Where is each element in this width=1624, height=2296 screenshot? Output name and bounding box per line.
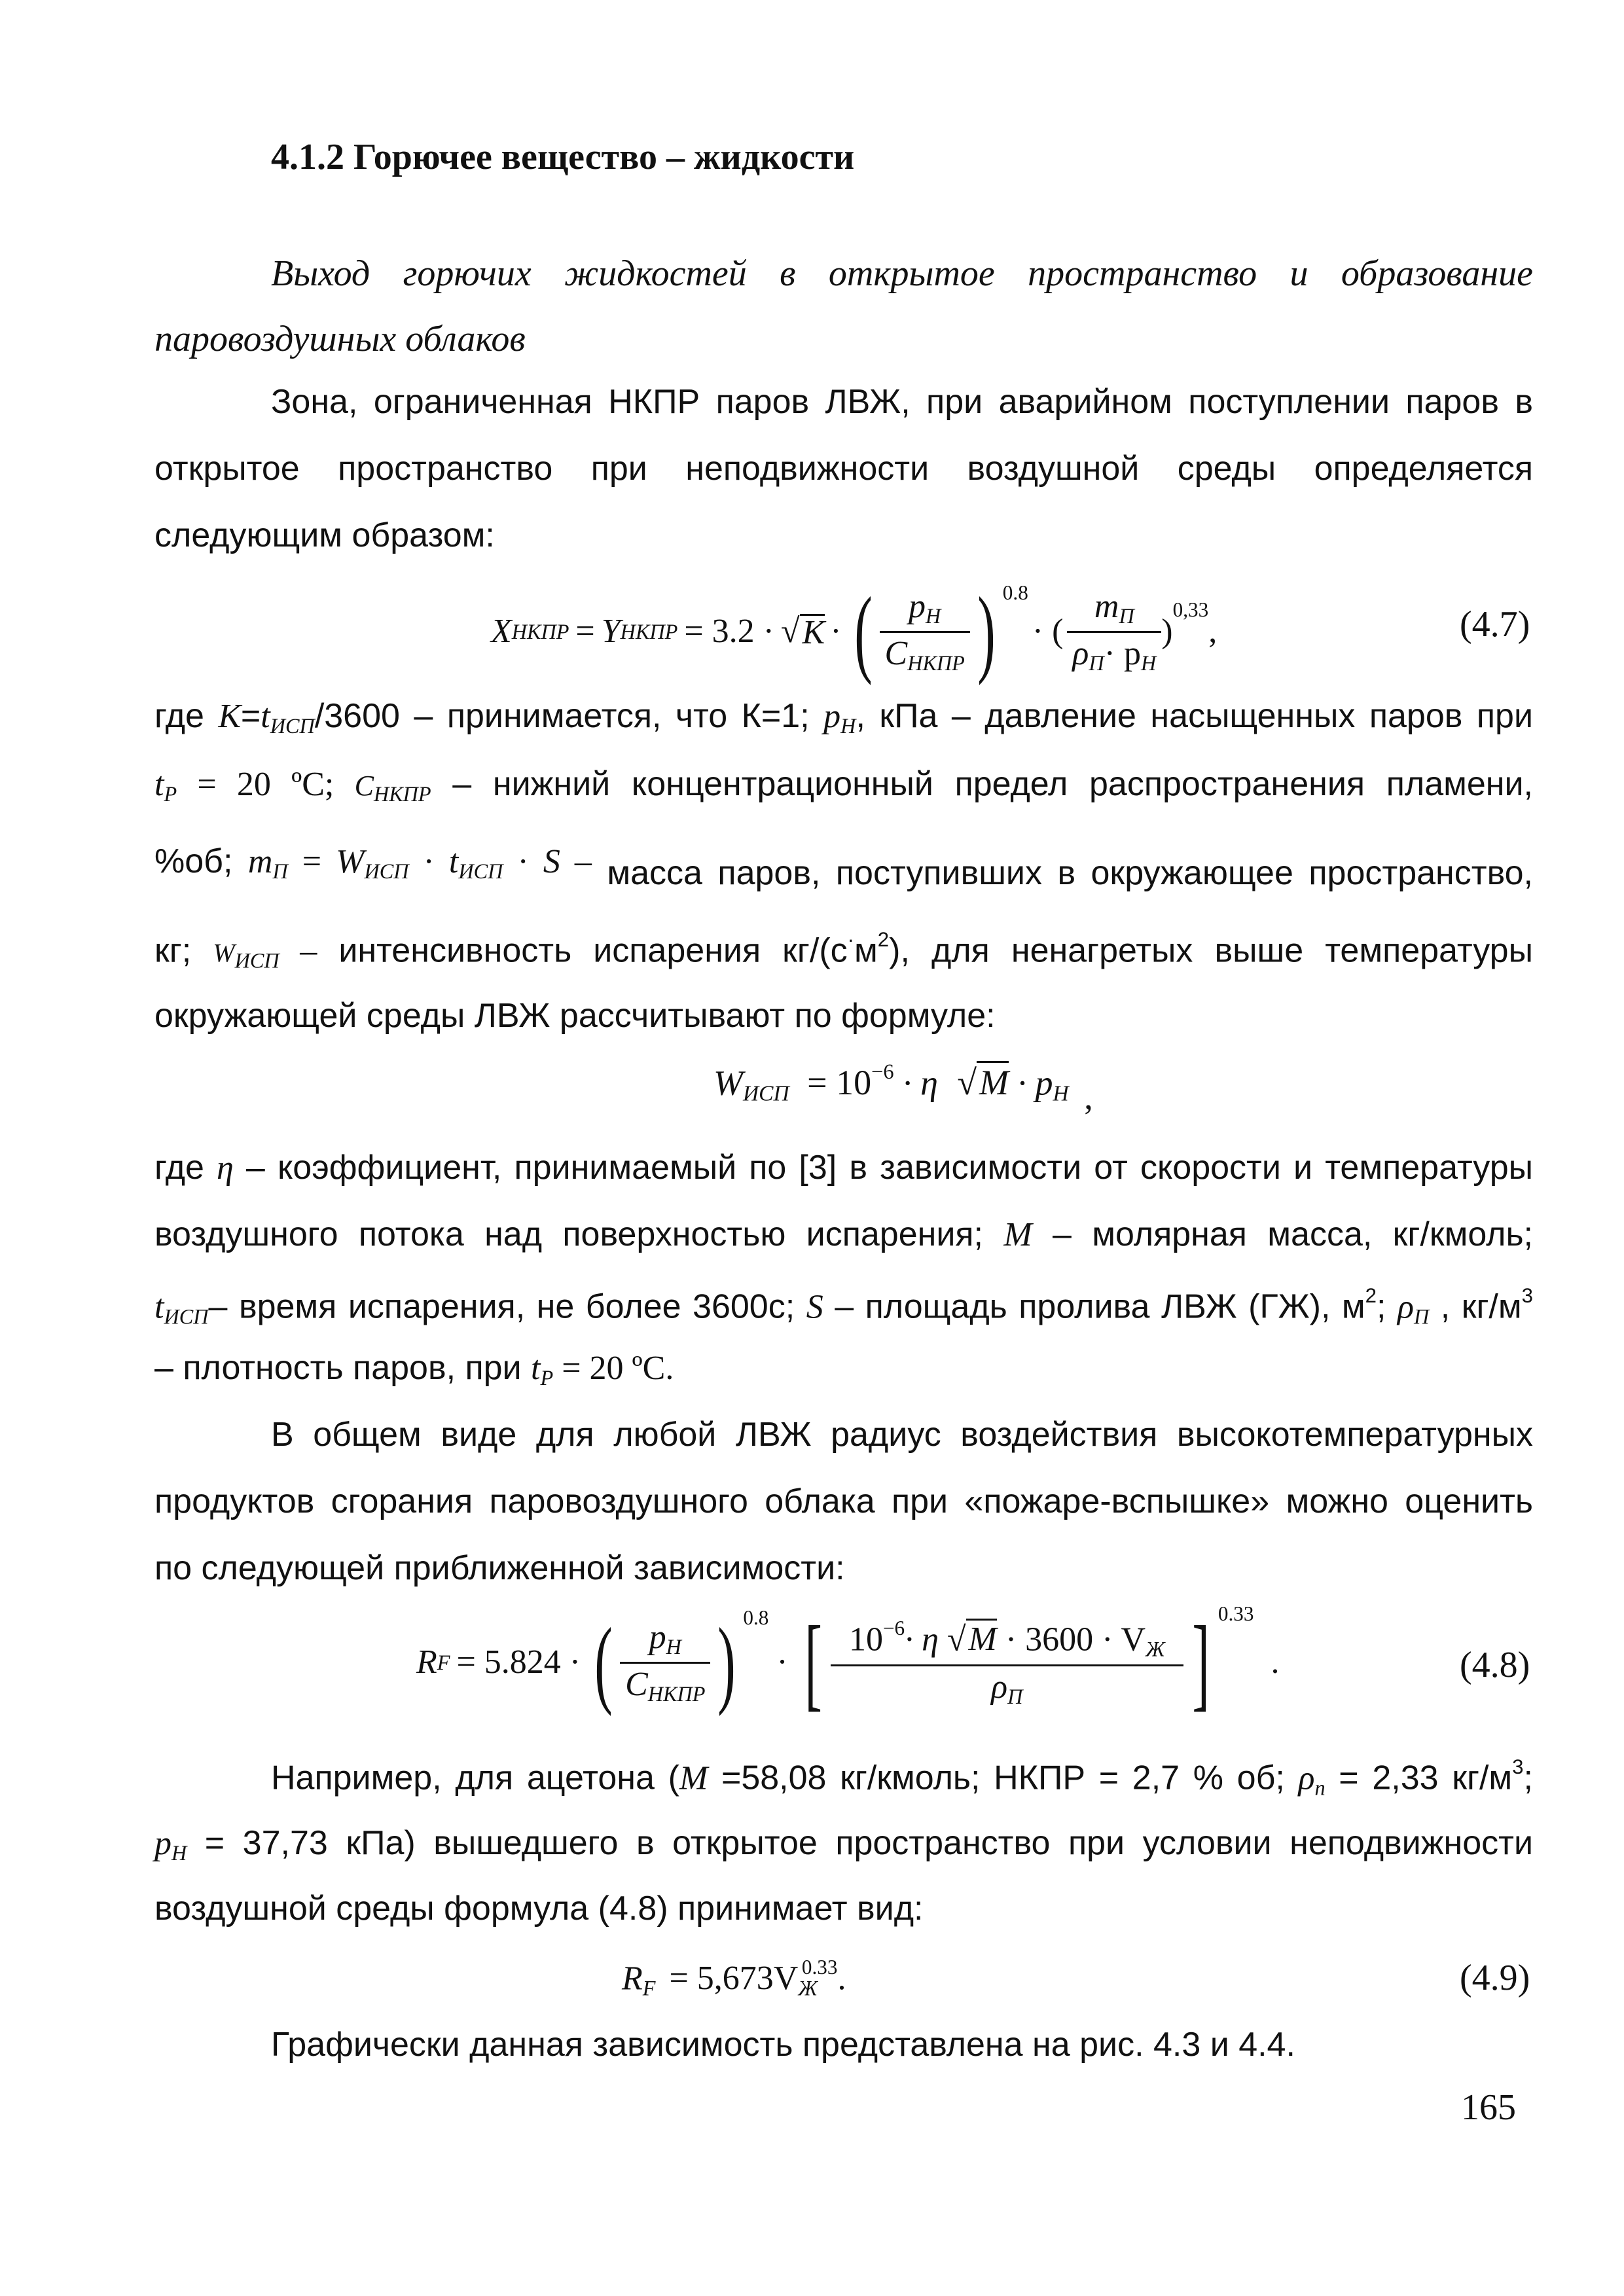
subheading-line-1: Выход горючих жидкостей в открытое пространство и образование — [271, 253, 1533, 294]
paragraph-4-line-1: В общем виде для любой ЛВЖ радиус воздействия высокотемпературных — [271, 1416, 1533, 1454]
paragraph-2-line-3: %об; $m_П = W_{ИСП} \cdot t_{ИСП} \cdot S$ – масса паров, поступивших в окружающее пространство, — [154, 842, 1533, 892]
paragraph-2-line-4: кг; $W_{ИСП}$ – интенсивность испарения $кг/(с^\cdot м^2)$, для ненагретых выше температуры — [154, 928, 1533, 973]
paragraph-4-line-2: продуктов сгорания паровоздушного облака при «пожаре-вспышке» можно оценить — [154, 1482, 1533, 1520]
paragraph-3-line-4: – плотность паров, при $t_P = 20$ ºС. — [154, 1349, 674, 1390]
paragraph-2-line-1: где $К=t_{ИСП}/3600$ – принимается, что К=1; $p_Н$, кПа – давление насыщенных паров при — [154, 697, 1534, 738]
paragraph-5-line-2: $p_Н = 37,73$ кПа) вышедшего в открытое пространство при условии неподвижности — [154, 1824, 1533, 1865]
paragraph-2-line-5: окружающей среды ЛВЖ рассчитывают по формуле: — [154, 997, 996, 1035]
equation-4-7: X НКПР = Y НКПР = 3.2 · √ K · ( $\frac{p_Н}{C_{НКПР}}$ ) 0.8 · ( $\frac{m_П}{\rho_П\cdot p_Н}$ ) 0,33 , — [491, 577, 1218, 686]
equation-4-9: $R_F = 5,673V_Ж^{0.33}$. — [622, 1956, 846, 2000]
paragraph-1-line-3: следующим образом: — [154, 516, 495, 554]
paragraph-5-line-3: воздушной среды формула (4.8) принимает вид: — [154, 1890, 924, 1928]
paragraph-3-line-2: воздушного потока над поверхностью испарения; M – молярная масса, кг/кмоль; — [154, 1215, 1533, 1253]
paragraph-3-line-3: $t_{ИСП}-$ время испарения, не более 3600с; S – площадь пролива ЛВЖ (ГЖ), $м^2$; $\rho_П$ , $кг/м^3$ — [154, 1284, 1533, 1329]
paragraph-1-line-2: открытое пространство при неподвижности воздушной среды определяется — [154, 450, 1533, 488]
paragraph-5-line-1: Например, для ацетона (M =58,08 кг/кмоль; НКПР = 2,7 % об; $\rho_п = 2,33$ $кг/м^3$; — [271, 1755, 1533, 1800]
page-number: 165 — [1461, 2087, 1516, 2128]
equation-evaporation-rate: $W_{ИСП} = 10^{-6} \cdot \eta$ $√M \cdot p_Н$ , — [713, 1060, 1093, 1117]
section-heading: 4.1.2 Горючее вещество – жидкости — [271, 137, 855, 177]
equation-number-4-9: (4.9) — [1460, 1958, 1530, 1998]
subheading-line-2: паровоздушных облаков — [154, 319, 526, 359]
paragraph-2-line-2: $t_P = 20$ ºС; $C_{НКПР}$ – нижний концентрационный предел распространения пламени, — [154, 765, 1533, 806]
paragraph-4-line-3: по следующей приближенной зависимости: — [154, 1549, 845, 1587]
equation-number-4-8: (4.8) — [1460, 1645, 1530, 1685]
equation-number-4-7: (4.7) — [1460, 604, 1530, 645]
paragraph-3-line-1: где η – коэффициент, принимаемый по [3] в зависимости от скорости и температуры — [154, 1149, 1533, 1187]
paragraph-1-line-1: Зона, ограниченная НКПР паров ЛВЖ, при аварийном поступлении паров в — [271, 383, 1533, 421]
equation-4-8: R F = 5.824 · ( $\frac{p_Н}{C_{НКПР}}$ ) 0.8 · [ $\frac{10^{-6}\cdot \eta √M \cdot 3600 \cdot V_Ж}{\rho_П}$ ] 0.33 . — [416, 1602, 1280, 1721]
paragraph-6: Графически данная зависимость представлена на рис. 4.3 и 4.4. — [271, 2026, 1295, 2064]
